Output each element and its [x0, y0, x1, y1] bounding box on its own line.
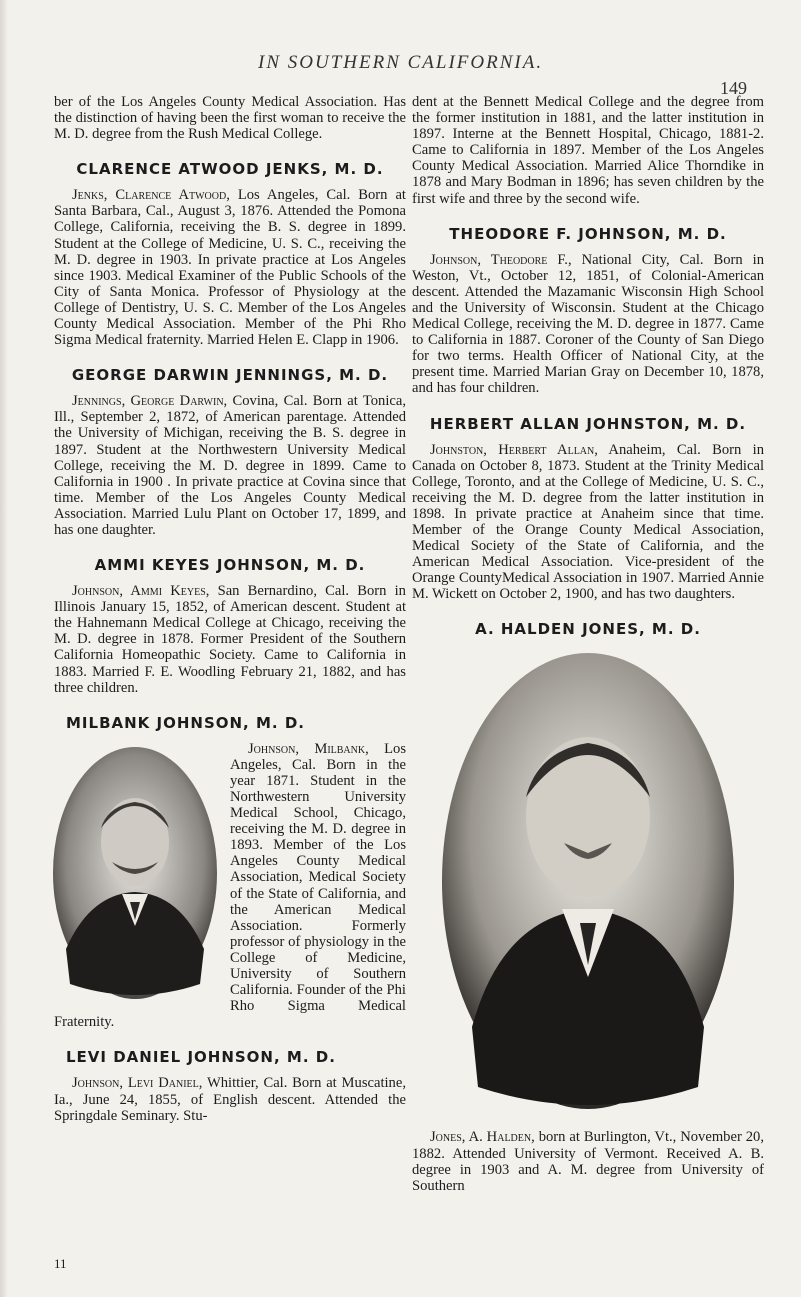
entry-heading-milbank-johnson: MILBANK JOHNSON, M. D. — [66, 713, 305, 732]
entry-lead: Jennings, George Darwin, — [72, 393, 228, 410]
entry-lead: Johnson, Milbank, — [248, 740, 369, 757]
entry-body-herbert-johnston — [412, 442, 764, 603]
right-column — [412, 94, 764, 1194]
entry-text: Anaheim, Cal. Born in Canada on October 8, 1873. Student at the Trinity Medical College, Toronto, and at the College of Medicine, U. S. C., receiving the M. D. degree from the latter institution in 1898. In private practice at Anaheim since that time. Member of the Orange County Medical Association, Medical Society of the State of California, and the American Medical Association. Vice-president of the Orange CountyMedical Association in 1907. Married Annie M. Wickett on October 2, 1900, and has two daughters. — [412, 441, 764, 603]
entry-body-levi-johnson — [54, 1075, 406, 1123]
page-number: 149 — [720, 78, 747, 98]
entry-heading-jenks: CLARENCE ATWOOD JENKS, M. D. — [76, 160, 384, 179]
entry-heading-ammi-johnson: AMMI KEYES JOHNSON, M. D. — [94, 556, 366, 575]
entry-body-ammi-johnson — [54, 583, 406, 696]
entry-text: born at Burlington, Vt., November 20, 1882. Attended University of Vermont. Received A. B. degree in 1903 and A. M. degree from University of Southern — [412, 1129, 764, 1194]
entry-lead: Johnston, Herbert Allan, — [430, 441, 598, 458]
signature-mark: 11 — [54, 1256, 67, 1271]
paragraph-continuation: ber of the Los Angeles County Medical Association. Has the distinction of having been the first woman to receive the M. D. degree from the Rush Medical College. — [54, 94, 406, 143]
entry-heading-herbert-johnston: HERBERT ALLAN JOHNSTON, M. D. — [429, 414, 747, 433]
entry-heading-levi-johnson: LEVI DANIEL JOHNSON, M. D. — [66, 1048, 336, 1067]
left-column — [54, 94, 406, 1124]
entry-lead: Johnson, Levi Daniel, — [72, 1075, 203, 1092]
entry-lead: Johnson, Ammi Keyes, — [72, 583, 210, 600]
entry-text: National City, Cal. Born in Weston, Vt., October 12, 1851, of Colonial-American descent. Attended the Mazamanic Wisconsin High School and the University of Wisconsin. Student at the Chicago Medical College, receiving the M. D. degree in 1877. Came to California in 1887. Coroner of the County of San Diego for two terms. Health Officer of National City, at the present time. Married Marian Gray on December 10, 1878, and has four children. — [412, 251, 764, 397]
portrait-photo-icon — [412, 647, 764, 1115]
paragraph-continuation: dent at the Bennett Medical College and the degree from the former institution in 1881, and the latter institution in 1897. Interne at the Bennett Hospital, Chicago, 1881-2. Came to California in 1897. Member of the Los Angeles County Medical Association. Married Alice Thorndike in 1878 and Mary Bodman in 1896; has seven children by the first wife and three by the second wife. — [412, 94, 764, 207]
entry-lead: Jones, A. Halden, — [430, 1129, 535, 1146]
entry-body-jennings — [54, 393, 406, 538]
entry-body-milbank-johnson — [54, 741, 406, 1031]
entry-text: Covina, Cal. Born at Tonica, Ill., September 2, 1872, of American parentage. Attended the University of Michigan, receiving the B. S. degree in 1897. Student at the Northwestern University Medical College, receiving the M. D. degree in 1899. Came to California in 1900 . In private practice at Covina since that time. Member of the Los Angeles County Medical Association. Married Lulu Plant on October 17, 1899, and has one daughter. — [54, 393, 406, 538]
portrait-photo-icon — [50, 744, 220, 1002]
entry-text: Los Angeles, Cal. Born at Santa Barbara, Cal., August 3, 1876. Attended the Pomona College, California, receiving the B. S. degree in 1899. Student at the College of Medicine, U. S. C., receiving the M. D. degree in 1903. In private practice at Los Angeles since 1903. Medical Examiner of the Public Schools of the City of Santa Monica. Professor of Physiology at the College of Dentistry, U. S. C. Member of the Los Angeles County Medical Association. Member of the Phi Rho Sigma Medical fraternity. Married Helen E. Clapp in 1906. — [54, 187, 406, 349]
running-head — [0, 52, 801, 98]
page-edge — [0, 0, 8, 1297]
entry-heading-jennings: GEORGE DARWIN JENNINGS, M. D. — [71, 366, 389, 385]
entry-text: Whittier, Cal. Born at Muscatine, Ia., June 24, 1855, of English descent. Attended the Springdale Seminary. Stu- — [54, 1075, 406, 1124]
entry-body-theodore-johnson — [412, 252, 764, 397]
entry-body-halden-jones — [412, 1129, 764, 1193]
entry-text: San Bernardino, Cal. Born in Illinois January 15, 1852, of American descent. Student at the Hahnemann Medical College at Chicago, receiving the M. D. degree in 1878. Former President of the Southern California Homeopathic Society. Came to California in 1883. Married F. E. Woodling February 21, 1882, and has three children. — [54, 583, 406, 696]
entry-lead: Jenks, Clarence Atwood, — [72, 187, 230, 204]
entry-body-jenks — [54, 187, 406, 348]
entry-text: Los Angeles, Cal. Born in the year 1871. Student in the Northwestern University Medical School, Chicago, receiving the M. D. degree in 1893. Member of the Los Angeles County Medical Association, Medical Society of the State of California, and the American Medical Association. Formerly professor of physiology in the College of Medicine, University of Southern California. Founder of the Phi Rho Sigma Medical Fraternity. — [54, 740, 406, 1031]
entry-heading-halden-jones: A. HALDEN JONES, M. D. — [475, 620, 701, 639]
entry-lead: Johnson, Theodore F., — [430, 251, 572, 268]
entry-heading-theodore-johnson: THEODORE F. JOHNSON, M. D. — [449, 224, 727, 243]
running-title: IN SOUTHERN CALIFORNIA. — [258, 52, 544, 73]
